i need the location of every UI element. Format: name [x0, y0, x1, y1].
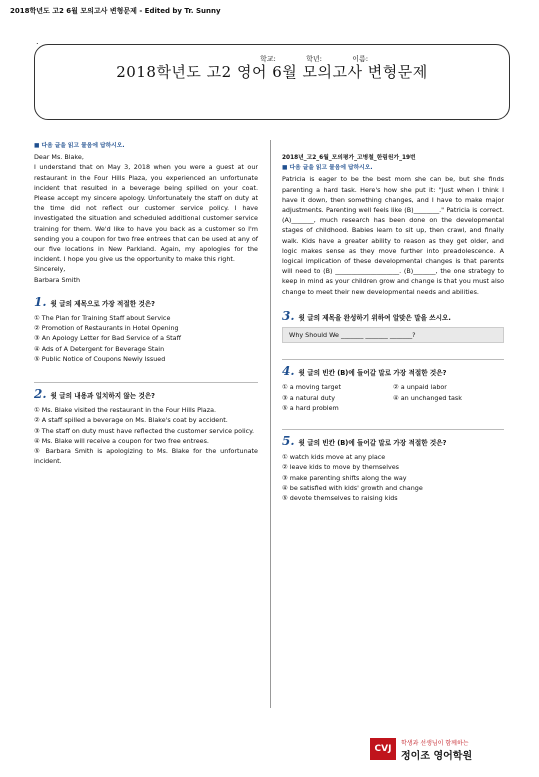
grade-label: 학년:: [306, 55, 323, 63]
q3-number: 3.: [282, 308, 295, 323]
q5-option[interactable]: ② leave kids to move by themselves: [282, 463, 400, 472]
q1-heading: [34, 294, 258, 309]
q5-heading: [282, 436, 504, 448]
logo-name: 정이조 영어학원: [401, 751, 473, 762]
logo-mark-icon: CVJ: [370, 738, 396, 760]
header-dot: .: [36, 37, 39, 46]
q2-option[interactable]: ⑤ Barbara Smith is apologizing to Ms. Blake for the unfortunate incident.: [34, 447, 258, 466]
q-separator: [34, 382, 258, 383]
q4-option[interactable]: ③ a natural duty: [282, 393, 335, 402]
logo-tagline: 학생과 선생님이 함께하는: [401, 740, 469, 747]
q-separator: [282, 429, 504, 430]
q1-option[interactable]: ④ Ads of A Detergent for Beverage Stain: [34, 344, 165, 353]
q5-option[interactable]: ④ be satisfied with kids' growth and change: [282, 483, 423, 492]
q4-number: 4.: [282, 364, 295, 379]
page-top-header: 2018학년도 고2 6월 모의고사 변형문제 - Edited by Tr. Sunny: [10, 7, 221, 15]
q1-number: 1.: [34, 294, 47, 309]
q5-option[interactable]: ③ make parenting shifts along the way: [282, 473, 407, 482]
q4-option[interactable]: ② a unpaid labor: [393, 383, 447, 392]
q2-options: [34, 405, 258, 466]
q5-option[interactable]: ① watch kids move at any place: [282, 453, 386, 462]
letter-greeting: Dear Ms. Blake,: [34, 153, 84, 162]
q4-option[interactable]: ① a moving target: [282, 383, 341, 392]
q3-heading: [282, 308, 504, 323]
q4-prompt: 윗 글의 빈칸 (B)에 들어갈 말로 가장 적절한 것은?: [298, 369, 447, 378]
student-info-fields: [260, 54, 394, 64]
letter-signature: Barbara Smith: [34, 275, 81, 284]
q5-option[interactable]: ⑤ devote themselves to raising kids: [282, 494, 398, 503]
letter-closing: Sincerely,: [34, 265, 66, 274]
academy-logo: [370, 736, 505, 764]
q1-option[interactable]: ⑤ Public Notice of Coupons Newly Issued: [34, 354, 166, 363]
name-label: 이름:: [352, 55, 369, 63]
left-column: [34, 141, 258, 466]
q1-option[interactable]: ② Promotion of Restaurants in Hotel Opening: [34, 324, 179, 333]
q3-prompt: 윗 글의 제목을 완성하기 위하여 알맞은 말을 쓰시오.: [298, 313, 451, 322]
q4-option[interactable]: ④ an unchanged task: [393, 393, 462, 402]
right-column: [282, 153, 504, 503]
school-label: 학교:: [260, 55, 276, 63]
q1-prompt: 윗 글의 제목으로 가장 적절한 것은?: [50, 299, 156, 308]
letter-body: I understand that on May 3, 2018 when you were a guest at our restaurant in the Four Hills Plaza, you experienced an unfortunate incident that resulted in a beverage being spilled on your coat. Please accept my sincere apology. Unfortunately the staff on duty at the time did not reflect our customer service policy. I have investigated the situation and scheduled additional customer service training for them. We'd like to have you back as a customer so I'm sending you a coupon for two free entrees that can be used at any of our five locations in New Parkland. Again, my apologies for the incident. I hope you give us the opportunity to make this right.: [34, 163, 258, 264]
passage-text: Patricia is eager to be the best mom she can be, but she finds parenting a hard task. Here's how she put it: "Just when I think I have it down, then something changes, and I have to make major adjustments. Parenting well feels like (B)________." Patricia is correct. (A)_______, much research has been done on the developmental stages of childhood. Babies learn to sit up, then crawl, and finally walk. Kids have a greater ability to reason as they get older, and logic makes sense as they move further into preadolescence. A logical implication of these developmental changes is that parents will need to (B) ____________________. (B)_______, the one strategy to keep in mind as your children grow and change is that you must also change to meet their new developmental needs and abilities.: [282, 175, 504, 296]
left-instruction: ■ 다음 글을 읽고 물음에 답하시오.: [34, 143, 125, 149]
q1-option[interactable]: ① The Plan for Training Staff about Service: [34, 314, 171, 323]
q4-heading: [282, 366, 504, 378]
q2-option[interactable]: ② A staff spilled a beverage on Ms. Blake's coat by accident.: [34, 416, 228, 425]
q2-option[interactable]: ① Ms. Blake visited the restaurant in the Four Hills Plaza.: [34, 406, 217, 415]
q2-number: 2.: [34, 387, 47, 402]
q2-prompt: 윗 글의 내용과 일치하지 않는 것은?: [50, 392, 156, 401]
q5-number: 5.: [282, 434, 295, 449]
column-divider: [270, 140, 271, 708]
q5-prompt: 윗 글의 빈칸 (B)에 들어갈 말로 가장 적절한 것은?: [298, 439, 447, 448]
q-separator: [282, 359, 504, 360]
q3-answer-blank[interactable]: Why Should We _______ _______ _______?: [282, 327, 504, 343]
q2-heading: [34, 389, 258, 401]
right-instruction: ■ 다음 글을 읽고 물음에 답하시오.: [282, 165, 373, 172]
q4-options: [282, 382, 504, 413]
source-line: 2018년_고2_6월_모의평가_고병철_한림원가_19번: [282, 155, 416, 161]
page-title: 2018학년도 고2 영어 6월 모의고사 변형문제: [116, 63, 428, 81]
q1-options: [34, 313, 258, 364]
q2-option[interactable]: ④ Ms. Blake will receive a coupon for two free entrees.: [34, 436, 209, 445]
q5-options: [282, 452, 504, 503]
q4-option[interactable]: ⑤ a hard problem: [282, 403, 339, 412]
q2-option[interactable]: ③ The staff on duty must have reflected the customer service policy.: [34, 426, 255, 435]
q1-option[interactable]: ③ An Apology Letter for Bad Service of a Staff: [34, 334, 181, 343]
